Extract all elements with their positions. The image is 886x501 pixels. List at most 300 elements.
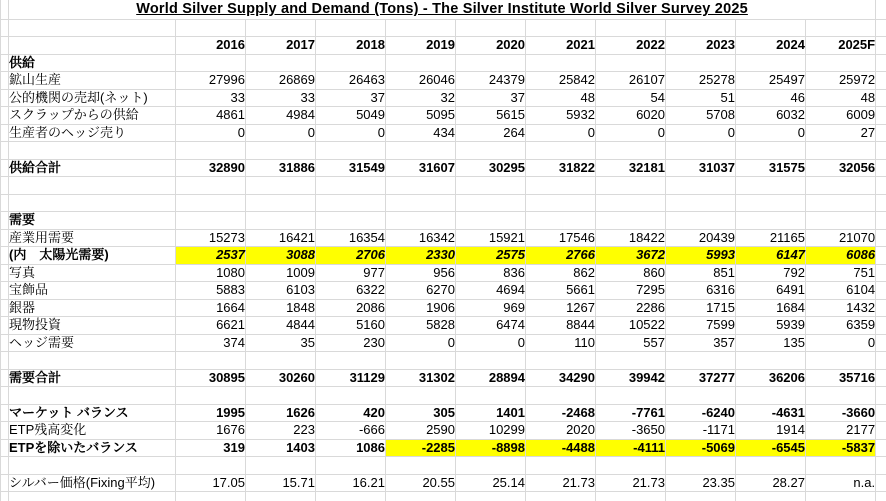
value-cell[interactable]: [176, 54, 246, 72]
value-cell[interactable]: [806, 457, 876, 475]
value-cell[interactable]: 10299: [456, 422, 526, 440]
value-cell[interactable]: [736, 194, 806, 212]
value-cell[interactable]: 30895: [176, 369, 246, 387]
value-cell[interactable]: 23.35: [666, 474, 736, 492]
value-cell[interactable]: 28.27: [736, 474, 806, 492]
value-cell[interactable]: 1664: [176, 299, 246, 317]
value-cell[interactable]: 0: [386, 334, 456, 352]
value-cell[interactable]: -7761: [596, 404, 666, 422]
value-cell[interactable]: [316, 492, 386, 501]
value-cell[interactable]: [596, 142, 666, 160]
value-cell[interactable]: 34290: [526, 369, 596, 387]
value-cell[interactable]: [596, 177, 666, 195]
value-cell[interactable]: 5615: [456, 107, 526, 125]
value-cell[interactable]: 135: [736, 334, 806, 352]
value-cell[interactable]: -5837: [806, 439, 876, 457]
value-cell[interactable]: [736, 492, 806, 501]
value-cell[interactable]: [736, 142, 806, 160]
value-cell[interactable]: 1086: [316, 439, 386, 457]
row-label-cell[interactable]: ETP残高変化: [9, 422, 176, 440]
value-cell[interactable]: [316, 194, 386, 212]
value-cell[interactable]: [736, 457, 806, 475]
value-cell[interactable]: 2575: [456, 247, 526, 265]
value-cell[interactable]: [456, 457, 526, 475]
value-cell[interactable]: -4111: [596, 439, 666, 457]
value-cell[interactable]: 2706: [316, 247, 386, 265]
row-label-cell[interactable]: マーケット バランス: [9, 404, 176, 422]
value-cell[interactable]: 6474: [456, 317, 526, 335]
row-label-cell[interactable]: (内 太陽光需要): [9, 247, 176, 265]
value-cell[interactable]: [736, 19, 806, 37]
value-cell[interactable]: 6147: [736, 247, 806, 265]
value-cell[interactable]: [526, 387, 596, 405]
value-cell[interactable]: [666, 387, 736, 405]
value-cell[interactable]: 16354: [316, 229, 386, 247]
value-cell[interactable]: [806, 54, 876, 72]
value-cell[interactable]: 17.05: [176, 474, 246, 492]
value-cell[interactable]: 35716: [806, 369, 876, 387]
value-cell[interactable]: 16421: [246, 229, 316, 247]
value-cell[interactable]: 2086: [316, 299, 386, 317]
row-label-cell[interactable]: [9, 387, 176, 405]
value-cell[interactable]: [806, 177, 876, 195]
value-cell[interactable]: 32890: [176, 159, 246, 177]
value-cell[interactable]: 26046: [386, 72, 456, 90]
value-cell[interactable]: [176, 177, 246, 195]
row-label-cell[interactable]: 産業用需要: [9, 229, 176, 247]
value-cell[interactable]: [456, 212, 526, 230]
value-cell[interactable]: [386, 212, 456, 230]
value-cell[interactable]: 0: [806, 334, 876, 352]
value-cell[interactable]: [176, 387, 246, 405]
value-cell[interactable]: -6545: [736, 439, 806, 457]
value-cell[interactable]: 21165: [736, 229, 806, 247]
value-cell[interactable]: [596, 54, 666, 72]
value-cell[interactable]: 31822: [526, 159, 596, 177]
value-cell[interactable]: 4844: [246, 317, 316, 335]
value-cell[interactable]: 21070: [806, 229, 876, 247]
value-cell[interactable]: -5069: [666, 439, 736, 457]
value-cell[interactable]: [386, 19, 456, 37]
row-label-cell[interactable]: [9, 352, 176, 370]
year-header-cell[interactable]: 2019: [386, 37, 456, 55]
value-cell[interactable]: -4488: [526, 439, 596, 457]
value-cell[interactable]: [456, 492, 526, 501]
value-cell[interactable]: 230: [316, 334, 386, 352]
value-cell[interactable]: 18422: [596, 229, 666, 247]
value-cell[interactable]: 25.14: [456, 474, 526, 492]
value-cell[interactable]: [316, 54, 386, 72]
value-cell[interactable]: [386, 177, 456, 195]
value-cell[interactable]: 24379: [456, 72, 526, 90]
value-cell[interactable]: 969: [456, 299, 526, 317]
value-cell[interactable]: [596, 492, 666, 501]
value-cell[interactable]: [806, 194, 876, 212]
value-cell[interactable]: [806, 387, 876, 405]
value-cell[interactable]: [246, 19, 316, 37]
value-cell[interactable]: 5939: [736, 317, 806, 335]
value-cell[interactable]: 1914: [736, 422, 806, 440]
value-cell[interactable]: 6009: [806, 107, 876, 125]
value-cell[interactable]: [526, 177, 596, 195]
value-cell[interactable]: [596, 352, 666, 370]
value-cell[interactable]: 374: [176, 334, 246, 352]
row-label-cell[interactable]: 写真: [9, 264, 176, 282]
value-cell[interactable]: [246, 212, 316, 230]
value-cell[interactable]: 0: [316, 124, 386, 142]
value-cell[interactable]: [456, 54, 526, 72]
row-label-cell[interactable]: 需要合計: [9, 369, 176, 387]
value-cell[interactable]: 4984: [246, 107, 316, 125]
value-cell[interactable]: [246, 387, 316, 405]
value-cell[interactable]: [386, 194, 456, 212]
value-cell[interactable]: -1171: [666, 422, 736, 440]
value-cell[interactable]: 48: [806, 89, 876, 107]
value-cell[interactable]: 25497: [736, 72, 806, 90]
row-label-cell[interactable]: ETPを除いたバランス: [9, 439, 176, 457]
value-cell[interactable]: 33: [176, 89, 246, 107]
value-cell[interactable]: [316, 177, 386, 195]
value-cell[interactable]: 1906: [386, 299, 456, 317]
value-cell[interactable]: [246, 352, 316, 370]
value-cell[interactable]: 15273: [176, 229, 246, 247]
value-cell[interactable]: 31037: [666, 159, 736, 177]
value-cell[interactable]: 5160: [316, 317, 386, 335]
value-cell[interactable]: 6359: [806, 317, 876, 335]
value-cell[interactable]: 48: [526, 89, 596, 107]
value-cell[interactable]: 0: [246, 124, 316, 142]
value-cell[interactable]: [456, 387, 526, 405]
value-cell[interactable]: 31607: [386, 159, 456, 177]
value-cell[interactable]: [456, 142, 526, 160]
value-cell[interactable]: 31549: [316, 159, 386, 177]
value-cell[interactable]: [176, 457, 246, 475]
value-cell[interactable]: [176, 19, 246, 37]
value-cell[interactable]: 1626: [246, 404, 316, 422]
value-cell[interactable]: 1995: [176, 404, 246, 422]
value-cell[interactable]: 5883: [176, 282, 246, 300]
row-label-cell[interactable]: 需要: [9, 212, 176, 230]
value-cell[interactable]: 6020: [596, 107, 666, 125]
value-cell[interactable]: 792: [736, 264, 806, 282]
value-cell[interactable]: 32056: [806, 159, 876, 177]
value-cell[interactable]: [456, 177, 526, 195]
value-cell[interactable]: 3672: [596, 247, 666, 265]
value-cell[interactable]: -666: [316, 422, 386, 440]
value-cell[interactable]: [526, 19, 596, 37]
value-cell[interactable]: 16342: [386, 229, 456, 247]
value-cell[interactable]: 32181: [596, 159, 666, 177]
value-cell[interactable]: 557: [596, 334, 666, 352]
value-cell[interactable]: 6104: [806, 282, 876, 300]
value-cell[interactable]: 1684: [736, 299, 806, 317]
value-cell[interactable]: 31129: [316, 369, 386, 387]
value-cell[interactable]: 33: [246, 89, 316, 107]
value-cell[interactable]: 31302: [386, 369, 456, 387]
row-label-cell[interactable]: 生産者のヘッジ売り: [9, 124, 176, 142]
value-cell[interactable]: 3088: [246, 247, 316, 265]
value-cell[interactable]: [806, 212, 876, 230]
value-cell[interactable]: 956: [386, 264, 456, 282]
value-cell[interactable]: [596, 387, 666, 405]
value-cell[interactable]: 51: [666, 89, 736, 107]
value-cell[interactable]: 15921: [456, 229, 526, 247]
value-cell[interactable]: 8844: [526, 317, 596, 335]
year-header-cell[interactable]: 2024: [736, 37, 806, 55]
value-cell[interactable]: 31886: [246, 159, 316, 177]
value-cell[interactable]: 5932: [526, 107, 596, 125]
value-cell[interactable]: [386, 142, 456, 160]
value-cell[interactable]: 319: [176, 439, 246, 457]
row-label-cell[interactable]: [9, 492, 176, 501]
value-cell[interactable]: 4861: [176, 107, 246, 125]
value-cell[interactable]: [456, 194, 526, 212]
value-cell[interactable]: [526, 212, 596, 230]
value-cell[interactable]: [666, 142, 736, 160]
year-header-cell[interactable]: 2023: [666, 37, 736, 55]
year-header-cell[interactable]: 2016: [176, 37, 246, 55]
value-cell[interactable]: [176, 352, 246, 370]
value-cell[interactable]: [176, 142, 246, 160]
value-cell[interactable]: 851: [666, 264, 736, 282]
value-cell[interactable]: [386, 54, 456, 72]
value-cell[interactable]: [666, 457, 736, 475]
value-cell[interactable]: 17546: [526, 229, 596, 247]
value-cell[interactable]: 20.55: [386, 474, 456, 492]
value-cell[interactable]: 2177: [806, 422, 876, 440]
row-label-cell[interactable]: [9, 142, 176, 160]
value-cell[interactable]: [456, 19, 526, 37]
value-cell[interactable]: [806, 142, 876, 160]
value-cell[interactable]: 2537: [176, 247, 246, 265]
value-cell[interactable]: [246, 142, 316, 160]
row-label-cell[interactable]: [9, 177, 176, 195]
value-cell[interactable]: [596, 19, 666, 37]
value-cell[interactable]: [736, 177, 806, 195]
value-cell[interactable]: 6621: [176, 317, 246, 335]
value-cell[interactable]: 751: [806, 264, 876, 282]
value-cell[interactable]: [806, 19, 876, 37]
value-cell[interactable]: [456, 352, 526, 370]
row-label-cell[interactable]: 鉱山生産: [9, 72, 176, 90]
row-label-cell[interactable]: シルバー価格(Fixing平均): [9, 474, 176, 492]
value-cell[interactable]: 26107: [596, 72, 666, 90]
value-cell[interactable]: [666, 352, 736, 370]
value-cell[interactable]: 862: [526, 264, 596, 282]
value-cell[interactable]: 21.73: [526, 474, 596, 492]
value-cell[interactable]: 7295: [596, 282, 666, 300]
value-cell[interactable]: 6032: [736, 107, 806, 125]
value-cell[interactable]: 25972: [806, 72, 876, 90]
row-label-cell[interactable]: 供給: [9, 54, 176, 72]
value-cell[interactable]: [806, 352, 876, 370]
value-cell[interactable]: 7599: [666, 317, 736, 335]
value-cell[interactable]: [806, 492, 876, 501]
value-cell[interactable]: [316, 142, 386, 160]
value-cell[interactable]: [316, 352, 386, 370]
row-label-cell[interactable]: [9, 19, 176, 37]
value-cell[interactable]: 5049: [316, 107, 386, 125]
value-cell[interactable]: 977: [316, 264, 386, 282]
value-cell[interactable]: 0: [666, 124, 736, 142]
value-cell[interactable]: 46: [736, 89, 806, 107]
value-cell[interactable]: [246, 492, 316, 501]
value-cell[interactable]: 2766: [526, 247, 596, 265]
value-cell[interactable]: 1267: [526, 299, 596, 317]
value-cell[interactable]: [316, 387, 386, 405]
year-header-cell[interactable]: 2020: [456, 37, 526, 55]
value-cell[interactable]: [386, 387, 456, 405]
value-cell[interactable]: 27: [806, 124, 876, 142]
value-cell[interactable]: 31575: [736, 159, 806, 177]
value-cell[interactable]: 28894: [456, 369, 526, 387]
value-cell[interactable]: [316, 457, 386, 475]
row-label-cell[interactable]: [9, 194, 176, 212]
value-cell[interactable]: [526, 352, 596, 370]
value-cell[interactable]: 30260: [246, 369, 316, 387]
value-cell[interactable]: 434: [386, 124, 456, 142]
value-cell[interactable]: [246, 457, 316, 475]
row-label-cell[interactable]: ヘッジ需要: [9, 334, 176, 352]
value-cell[interactable]: [316, 212, 386, 230]
value-cell[interactable]: 1401: [456, 404, 526, 422]
value-cell[interactable]: 26463: [316, 72, 386, 90]
value-cell[interactable]: 35: [246, 334, 316, 352]
value-cell[interactable]: [526, 457, 596, 475]
year-header-cell[interactable]: 2022: [596, 37, 666, 55]
value-cell[interactable]: 0: [596, 124, 666, 142]
value-cell[interactable]: 2286: [596, 299, 666, 317]
value-cell[interactable]: 110: [526, 334, 596, 352]
value-cell[interactable]: 860: [596, 264, 666, 282]
value-cell[interactable]: [736, 212, 806, 230]
value-cell[interactable]: [526, 194, 596, 212]
row-label-cell[interactable]: スクラップからの供給: [9, 107, 176, 125]
value-cell[interactable]: 54: [596, 89, 666, 107]
value-cell[interactable]: -3650: [596, 422, 666, 440]
value-cell[interactable]: [386, 457, 456, 475]
value-cell[interactable]: 10522: [596, 317, 666, 335]
year-header-cell[interactable]: 2021: [526, 37, 596, 55]
value-cell[interactable]: [246, 194, 316, 212]
value-cell[interactable]: 6322: [316, 282, 386, 300]
value-cell[interactable]: 5828: [386, 317, 456, 335]
value-cell[interactable]: [246, 177, 316, 195]
value-cell[interactable]: 4694: [456, 282, 526, 300]
value-cell[interactable]: [176, 194, 246, 212]
value-cell[interactable]: 5708: [666, 107, 736, 125]
value-cell[interactable]: 0: [526, 124, 596, 142]
row-label-cell[interactable]: 供給合計: [9, 159, 176, 177]
value-cell[interactable]: 1403: [246, 439, 316, 457]
value-cell[interactable]: n.a.: [806, 474, 876, 492]
value-cell[interactable]: [386, 352, 456, 370]
value-cell[interactable]: [666, 54, 736, 72]
value-cell[interactable]: [666, 194, 736, 212]
value-cell[interactable]: 37277: [666, 369, 736, 387]
value-cell[interactable]: 6086: [806, 247, 876, 265]
value-cell[interactable]: -4631: [736, 404, 806, 422]
value-cell[interactable]: 1080: [176, 264, 246, 282]
value-cell[interactable]: 1848: [246, 299, 316, 317]
value-cell[interactable]: 264: [456, 124, 526, 142]
value-cell[interactable]: [386, 492, 456, 501]
value-cell[interactable]: 2330: [386, 247, 456, 265]
value-cell[interactable]: 16.21: [316, 474, 386, 492]
value-cell[interactable]: 2020: [526, 422, 596, 440]
year-header-cell[interactable]: 2018: [316, 37, 386, 55]
value-cell[interactable]: 836: [456, 264, 526, 282]
value-cell[interactable]: [176, 492, 246, 501]
value-cell[interactable]: [526, 142, 596, 160]
value-cell[interactable]: 26869: [246, 72, 316, 90]
value-cell[interactable]: 1676: [176, 422, 246, 440]
value-cell[interactable]: 20439: [666, 229, 736, 247]
row-label-cell[interactable]: 現物投資: [9, 317, 176, 335]
value-cell[interactable]: 37: [456, 89, 526, 107]
value-cell[interactable]: 6491: [736, 282, 806, 300]
value-cell[interactable]: 37: [316, 89, 386, 107]
value-cell[interactable]: 32: [386, 89, 456, 107]
value-cell[interactable]: [596, 212, 666, 230]
value-cell[interactable]: 6316: [666, 282, 736, 300]
year-header-cell[interactable]: 2017: [246, 37, 316, 55]
value-cell[interactable]: 5993: [666, 247, 736, 265]
value-cell[interactable]: 1009: [246, 264, 316, 282]
value-cell[interactable]: 15.71: [246, 474, 316, 492]
value-cell[interactable]: 1715: [666, 299, 736, 317]
value-cell[interactable]: [736, 54, 806, 72]
value-cell[interactable]: -2468: [526, 404, 596, 422]
row-label-cell[interactable]: 宝飾品: [9, 282, 176, 300]
value-cell[interactable]: 420: [316, 404, 386, 422]
value-cell[interactable]: [666, 177, 736, 195]
value-cell[interactable]: 305: [386, 404, 456, 422]
value-cell[interactable]: [736, 352, 806, 370]
value-cell[interactable]: 357: [666, 334, 736, 352]
year-header-cell[interactable]: 2025F: [806, 37, 876, 55]
row-label-cell[interactable]: [9, 457, 176, 475]
value-cell[interactable]: -2285: [386, 439, 456, 457]
value-cell[interactable]: 25842: [526, 72, 596, 90]
row-label-cell[interactable]: 公的機関の売却(ネット): [9, 89, 176, 107]
value-cell[interactable]: [666, 19, 736, 37]
value-cell[interactable]: 36206: [736, 369, 806, 387]
value-cell[interactable]: [526, 492, 596, 501]
value-cell[interactable]: 5095: [386, 107, 456, 125]
value-cell[interactable]: 25278: [666, 72, 736, 90]
value-cell[interactable]: -3660: [806, 404, 876, 422]
value-cell[interactable]: 0: [176, 124, 246, 142]
value-cell[interactable]: 2590: [386, 422, 456, 440]
value-cell[interactable]: 0: [736, 124, 806, 142]
value-cell[interactable]: 27996: [176, 72, 246, 90]
value-cell[interactable]: 30295: [456, 159, 526, 177]
value-cell[interactable]: [596, 457, 666, 475]
value-cell[interactable]: 39942: [596, 369, 666, 387]
row-label-cell[interactable]: 銀器: [9, 299, 176, 317]
value-cell[interactable]: -8898: [456, 439, 526, 457]
value-cell[interactable]: 223: [246, 422, 316, 440]
value-cell[interactable]: [526, 54, 596, 72]
value-cell[interactable]: 5661: [526, 282, 596, 300]
value-cell[interactable]: 21.73: [596, 474, 666, 492]
value-cell[interactable]: [596, 194, 666, 212]
value-cell[interactable]: [246, 54, 316, 72]
value-cell[interactable]: 6103: [246, 282, 316, 300]
value-cell[interactable]: 6270: [386, 282, 456, 300]
value-cell[interactable]: [176, 212, 246, 230]
